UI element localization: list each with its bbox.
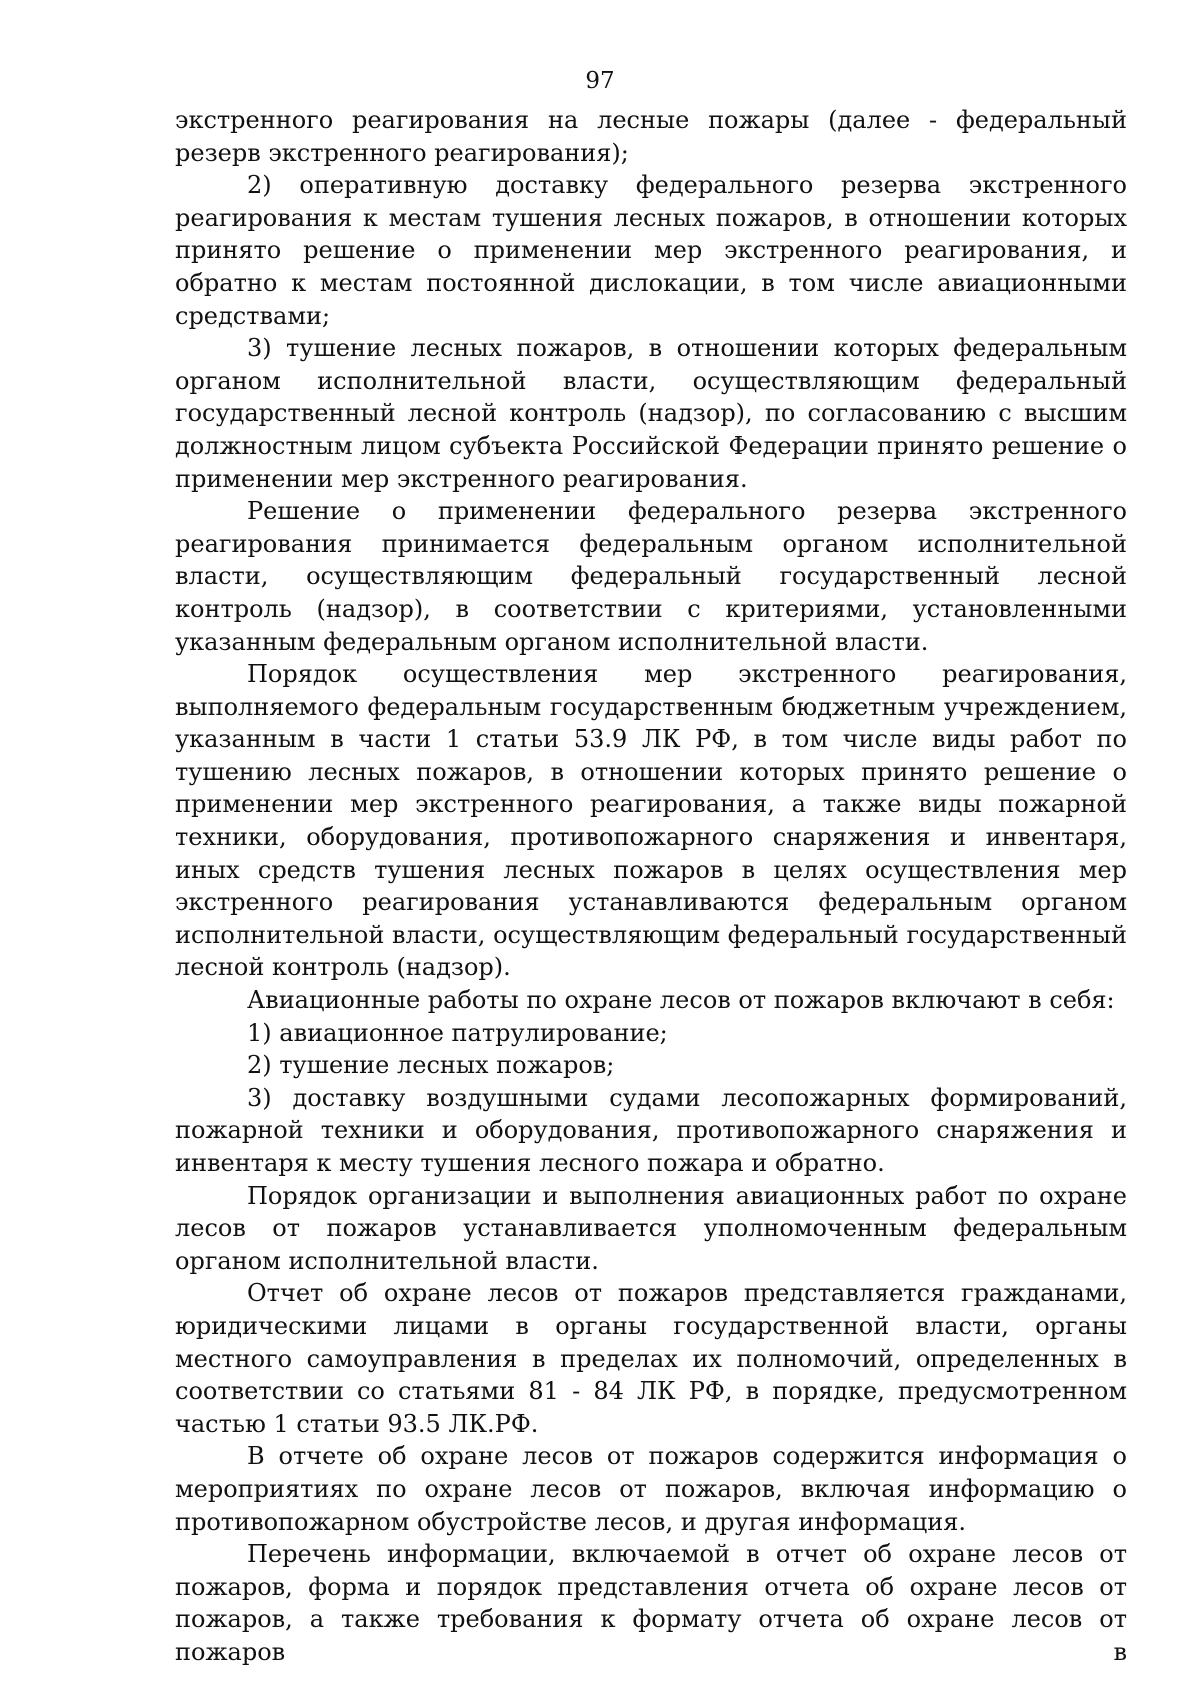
document-body bbox=[175, 104, 1127, 1669]
paragraph: Порядок организации и выполнения авиационных работ по охране лесов от пожаров устанавливается уполномоченным федеральным органом исполнительной власти. bbox=[175, 1181, 1127, 1275]
paragraph: Перечень информации, включаемой в отчет об охране лесов от пожаров, форма и порядок представления отчета об охране лесов от пожаров, а также требования к формату отчета об охране лесов от пожаров в bbox=[175, 1540, 1127, 1666]
list-item: 2) оперативную доставку федерального резерва экстренного реагирования к местам тушения лесных пожаров, в отношении которых принято решение о применении мер экстренного реагирования, и обратно к местам постоянной дислокации, в том числе авиационными средствами; bbox=[175, 171, 1127, 330]
paragraph: Порядок осуществления мер экстренного реагирования, выполняемого федеральным государственным бюджетным учреждением, указанным в части 1 статьи 53.9 ЛК РФ, в том числе виды работ по тушению лесных пожаров, в отношении которых принято решение о применении мер экстренного реагирования, а также виды пожарной техники, оборудования, противопожарного снаряжения и инвентаря, иных средств тушения лесных пожаров в целях осуществления мер экстренного реагирования устанавливаются федеральным органом исполнительной власти, осуществляющим федеральный государственный лесной контроль (надзор). bbox=[175, 660, 1127, 982]
list-item: 3) тушение лесных пожаров, в отношении которых федеральным органом исполнительной власти, осуществляющим федеральный государственный лесной контроль (надзор), по согласованию с высшим должностным лицом субъекта Российской Федерации принято решение о применении мер экстренного реагирования. bbox=[175, 334, 1127, 493]
list-item: 2) тушение лесных пожаров; bbox=[247, 1051, 615, 1080]
paragraph: Авиационные работы по охране лесов от пожаров включают в себя: bbox=[247, 986, 1115, 1015]
paragraph: Решение о применении федерального резерва экстренного реагирования принимается федеральным органом исполнительной власти, осуществляющим федеральный государственный лесной контроль (надзор), в соответствии с критериями, установленными указанным федеральным органом исполнительной власти. bbox=[175, 497, 1127, 656]
list-item: 3) доставку воздушными судами лесопожарных формирований, пожарной техники и оборудования, противопожарного снаряжения и инвентаря к месту тушения лесного пожара и обратно. bbox=[175, 1083, 1127, 1177]
page-number: 97 bbox=[585, 68, 615, 94]
paragraph: В отчете об охране лесов от пожаров содержится информация о мероприятиях по охране лесов от пожаров, включая информацию о противопожарном обустройстве лесов, и другая информация. bbox=[175, 1442, 1127, 1536]
paragraph: Отчет об охране лесов от пожаров представляется гражданами, юридическими лицами в органы государственной власти, органы местного самоуправления в пределах их полномочий, определенных в соответствии со статьями 81 - 84 ЛК РФ, в порядке, предусмотренном частью 1 статьи 93.5 ЛК.РФ. bbox=[175, 1279, 1127, 1438]
paragraph: экстренного реагирования на лесные пожары (далее - федеральный резерв экстренного реагирования); bbox=[175, 106, 1127, 167]
list-item: 1) авиационное патрулирование; bbox=[247, 1018, 668, 1047]
